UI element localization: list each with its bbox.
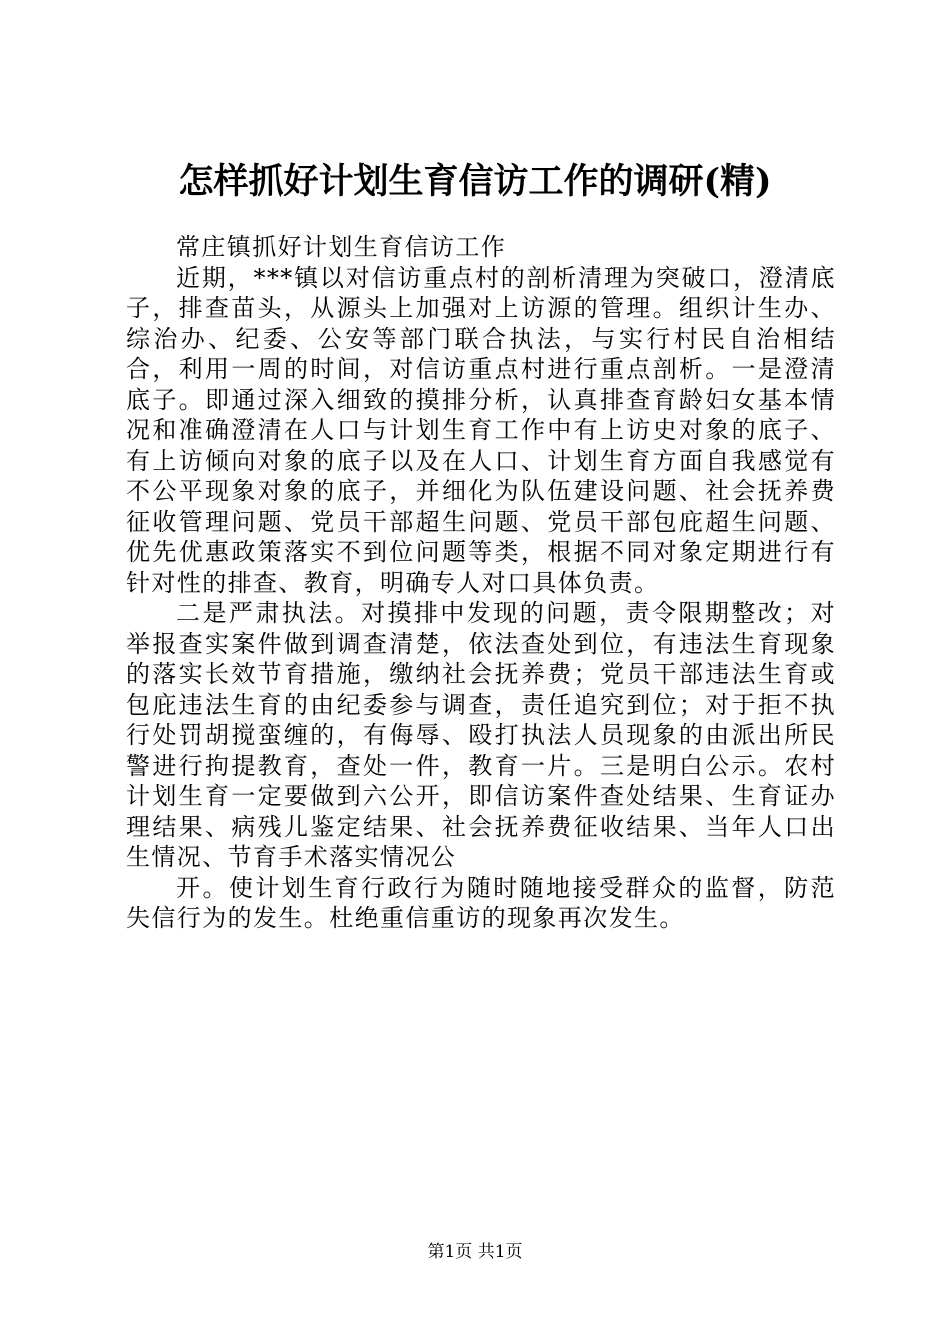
body-paragraph-3: 开。使计划生育行政行为随时随地接受群众的监督，防范失信行为的发生。杜绝重信重访的现象再次发生。 [126, 873, 836, 932]
body-paragraph-1: 近期，***镇以对信访重点村的剖析清理为突破口，澄清底子，排查苗头，从源头上加强对上访源的管理。组织计生办、综治办、纪委、公安等部门联合执法，与实行村民自治相结合，利用一周的时间，对信访重点村进行重点剖析。一是澄清底子。即通过深入细致的摸排分析，认真排查育龄妇女基本情况和准确澄清在人口与计划生育工作中有上访史对象的底子、有上访倾向对象的底子以及在人口、计划生育方面自我感觉有不公平现象对象的底子，并细化为队伍建设问题、社会抚养费征收管理问题、党员干部超生问题、党员干部包庇超生问题、优先优惠政策落实不到位问题等类，根据不同对象定期进行有针对性的排查、教育，明确专人对口具体负责。 [126, 263, 836, 597]
document-title: 怎样抓好计划生育信访工作的调研(精) [178, 161, 772, 202]
document-body [126, 232, 836, 934]
page-number-footer: 第1页 共1页 [427, 1242, 523, 1262]
body-paragraph-2: 二是严肃执法。对摸排中发现的问题，责令限期整改；对举报查实案件做到调查清楚，依法查处到位，有违法生育现象的落实长效节育措施，缴纳社会抚养费；党员干部违法生育或包庇违法生育的由纪委参与调查，责任追究到位；对于拒不执行处罚胡搅蛮缠的，有侮辱、殴打执法人员现象的由派出所民警进行拘提教育，查处一件，教育一片。三是明白公示。农村计划生育一定要做到六公开，即信访案件查处结果、生育证办理结果、病残儿鉴定结果、社会抚养费征收结果、当年人口出生情况、节育手术落实情况公 [126, 599, 836, 871]
subtitle-paragraph: 常庄镇抓好计划生育信访工作 [176, 233, 507, 261]
